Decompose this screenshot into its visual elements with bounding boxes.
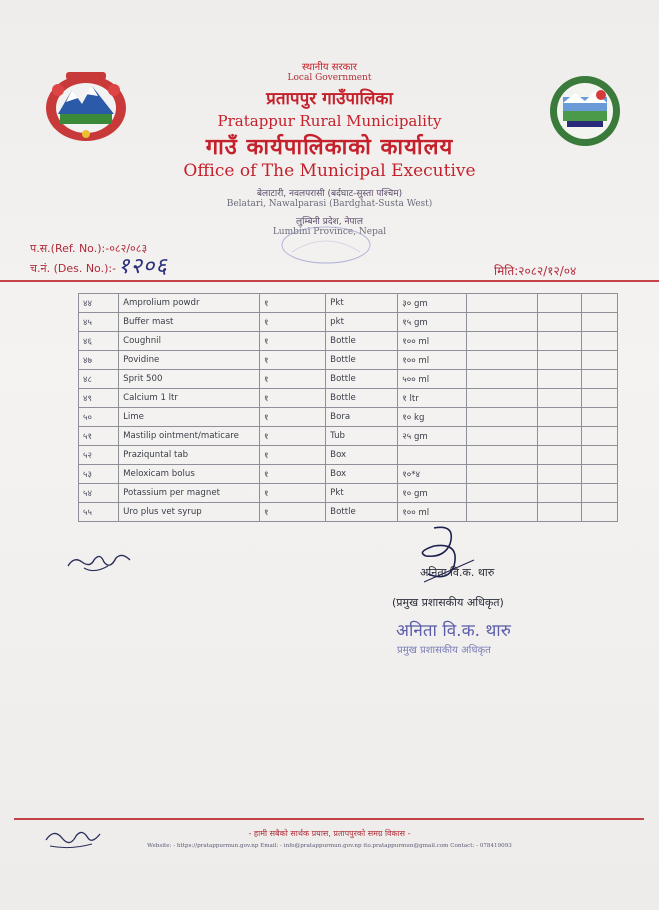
item-name-cell: Potassium per magnet	[119, 484, 260, 503]
header-divider	[0, 280, 659, 282]
officer-name-stamp: अनिता वि.क. थारु	[396, 621, 511, 641]
empty-cell	[467, 484, 538, 503]
quantity-cell: १	[260, 313, 326, 332]
quantity-cell: १	[260, 427, 326, 446]
office-name-en: Office of The Municipal Executive	[183, 161, 476, 181]
table-row	[79, 465, 618, 484]
empty-cell	[582, 370, 618, 389]
empty-cell	[467, 408, 538, 427]
unit-cell: Bottle	[326, 389, 398, 408]
unit-cell: Bottle	[326, 332, 398, 351]
empty-cell	[582, 351, 618, 370]
empty-cell	[582, 313, 618, 332]
office-name-ne: गाउँ कार्यपालिकाको कार्यालय	[205, 135, 454, 160]
size-cell	[398, 446, 467, 465]
empty-cell	[467, 427, 538, 446]
footer-contact: Website: - https://pratappurmun.gov.np Email: - info@pratappurmun.gov.np ito.pratappurmun@gmail.com Contact: - 078419093	[147, 843, 512, 849]
serial-number-cell: ४७	[79, 351, 119, 370]
officer-title-handwritten: (प्रमुख प्रशासकीय अधिकृत)	[392, 596, 504, 609]
size-cell: १०*४	[398, 465, 467, 484]
empty-cell	[467, 389, 538, 408]
table-row	[79, 503, 618, 522]
unit-cell: Box	[326, 446, 398, 465]
date-value: २०८२/१२/०४	[518, 264, 577, 278]
size-cell: ५०० ml	[398, 370, 467, 389]
empty-cell	[582, 446, 618, 465]
letter-date	[494, 262, 576, 279]
quantity-cell: १	[260, 503, 326, 522]
empty-cell	[467, 370, 538, 389]
quantity-cell: १	[260, 294, 326, 313]
quantity-cell: १	[260, 351, 326, 370]
empty-cell	[582, 465, 618, 484]
unit-cell: Bottle	[326, 351, 398, 370]
serial-number-cell: ५२	[79, 446, 119, 465]
empty-cell	[537, 427, 581, 446]
quantity-cell: १	[260, 446, 326, 465]
office-stamp	[278, 224, 374, 266]
empty-cell	[537, 370, 581, 389]
size-cell: १०० ml	[398, 503, 467, 522]
serial-number-cell: ४६	[79, 332, 119, 351]
dispatch-number	[30, 261, 116, 276]
empty-cell	[467, 313, 538, 332]
footer-divider	[14, 818, 644, 820]
empty-cell	[537, 503, 581, 522]
date-label: मिति:	[494, 264, 519, 278]
officer-name-handwritten: अनिता वि.क. थारु	[420, 566, 495, 579]
empty-cell	[582, 389, 618, 408]
table-row	[79, 351, 618, 370]
empty-cell	[537, 484, 581, 503]
item-name-cell: Povidine	[119, 351, 260, 370]
unit-cell: Pkt	[326, 294, 398, 313]
table-row	[79, 408, 618, 427]
municipality-name-en: Pratappur Rural Municipality	[217, 112, 442, 130]
empty-cell	[582, 503, 618, 522]
size-cell: १ ltr	[398, 389, 467, 408]
item-name-cell: Uro plus vet syrup	[119, 503, 260, 522]
unit-cell: pkt	[326, 313, 398, 332]
serial-number-cell: ४४	[79, 294, 119, 313]
empty-cell	[537, 332, 581, 351]
serial-number-cell: ४८	[79, 370, 119, 389]
item-name-cell: Sprit 500	[119, 370, 260, 389]
empty-cell	[467, 446, 538, 465]
dispatch-number-handwritten: १२०६	[118, 254, 168, 279]
unit-cell: Tub	[326, 427, 398, 446]
item-name-cell: Lime	[119, 408, 260, 427]
item-name-cell: Meloxicam bolus	[119, 465, 260, 484]
serial-number-cell: ५३	[79, 465, 119, 484]
unit-cell: Box	[326, 465, 398, 484]
quantity-cell: १	[260, 408, 326, 427]
address-ne: बेलाटारी, नवलपरासी (बर्दघाट-सुस्ता पश्चिम)	[256, 189, 403, 199]
table-row	[79, 313, 618, 332]
empty-cell	[467, 294, 538, 313]
province-en: Lumbini Province, Nepal	[272, 227, 387, 237]
province-ne: लुम्बिनी प्रदेश, नेपाल	[296, 217, 363, 227]
empty-cell	[582, 408, 618, 427]
size-cell: १० kg	[398, 408, 467, 427]
empty-cell	[537, 313, 581, 332]
empty-cell	[537, 294, 581, 313]
serial-number-cell: ५०	[79, 408, 119, 427]
empty-cell	[582, 427, 618, 446]
ref-label: प.स.(Ref. No.):-	[30, 242, 110, 255]
address-en: Belatari, Nawalparasi (Bardghat-Susta West)	[226, 199, 433, 209]
item-name-cell: Mastilip ointment/maticare	[119, 427, 260, 446]
item-name-cell: Amprolium powdr	[119, 294, 260, 313]
item-name-cell: Coughnil	[119, 332, 260, 351]
table-row	[79, 446, 618, 465]
quantity-cell: १	[260, 484, 326, 503]
table-row	[79, 427, 618, 446]
serial-number-cell: ४९	[79, 389, 119, 408]
empty-cell	[467, 332, 538, 351]
local-government-en: Local Government	[287, 73, 372, 83]
empty-cell	[582, 294, 618, 313]
serial-number-cell: ५४	[79, 484, 119, 503]
items-table	[78, 293, 618, 522]
size-cell: १०० ml	[398, 351, 467, 370]
empty-cell	[467, 351, 538, 370]
local-government-ne: स्थानीय सरकार	[302, 62, 357, 73]
serial-number-cell: ४५	[79, 313, 119, 332]
serial-number-cell: ५५	[79, 503, 119, 522]
footer-slogan: - हामी सबैको सार्थक प्रयास, प्रतापपुरको समग्र विकास -	[248, 829, 411, 838]
item-name-cell: Buffer mast	[119, 313, 260, 332]
size-cell: १०० ml	[398, 332, 467, 351]
quantity-cell: १	[260, 332, 326, 351]
size-cell: ३० gm	[398, 294, 467, 313]
des-label: च.नं. (Des. No.):-	[30, 262, 117, 275]
table-row	[79, 484, 618, 503]
initial-signature-left	[64, 544, 138, 578]
municipality-name-ne: प्रतापपुर गाउँपालिका	[266, 89, 393, 109]
unit-cell: Bottle	[326, 503, 398, 522]
empty-cell	[537, 389, 581, 408]
table-row	[79, 370, 618, 389]
empty-cell	[467, 503, 538, 522]
unit-cell: Bottle	[326, 370, 398, 389]
quantity-cell: १	[260, 465, 326, 484]
empty-cell	[537, 408, 581, 427]
empty-cell	[582, 484, 618, 503]
empty-cell	[582, 332, 618, 351]
officer-title-stamp: प्रमुख प्रशासकीय अधिकृत	[397, 645, 491, 656]
item-name-cell: Praziquntal tab	[119, 446, 260, 465]
table-row	[79, 294, 618, 313]
table-row	[79, 389, 618, 408]
size-cell: १५ gm	[398, 313, 467, 332]
ref-value: ०८२/०८३	[109, 242, 148, 255]
table-row	[79, 332, 618, 351]
quantity-cell: १	[260, 370, 326, 389]
unit-cell: Pkt	[326, 484, 398, 503]
empty-cell	[537, 465, 581, 484]
size-cell: २५ gm	[398, 427, 467, 446]
unit-cell: Bora	[326, 408, 398, 427]
serial-number-cell: ५१	[79, 427, 119, 446]
empty-cell	[467, 465, 538, 484]
size-cell: १० gm	[398, 484, 467, 503]
empty-cell	[537, 351, 581, 370]
empty-cell	[537, 446, 581, 465]
item-name-cell: Calcium 1 ltr	[119, 389, 260, 408]
quantity-cell: १	[260, 389, 326, 408]
